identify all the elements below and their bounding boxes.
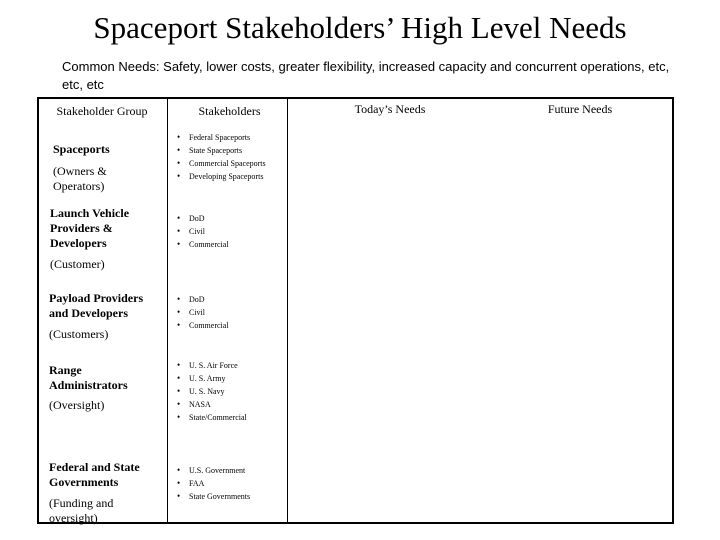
list-item: • FAA	[177, 478, 205, 488]
page-title: Spaceport Stakeholders’ High Level Needs	[93, 10, 627, 45]
list-item: • Federal Spaceports	[177, 132, 251, 142]
common-needs: Common Needs: Safety, lower costs, greater flexibility, increased capacity and concurrent operations, etc, etc, etc	[62, 59, 670, 92]
list-item: • U.S. Government	[177, 465, 246, 475]
column-divider-1	[167, 99, 168, 522]
list-item: • U. S. Navy	[177, 386, 225, 396]
list-item: • Commercial	[177, 239, 229, 249]
list-item: • Developing Spaceports	[177, 171, 264, 181]
header-todays-needs: Today’s Needs	[354, 102, 426, 116]
header-future-needs: Future Needs	[547, 102, 613, 116]
group-name: Payload Providers and Developers	[49, 291, 144, 320]
list-item: • State/Commercial	[177, 412, 247, 422]
header-stakeholder-group: Stakeholder Group	[56, 104, 148, 118]
list-item: • State Governments	[177, 491, 251, 501]
column-divider-2	[287, 99, 288, 522]
list-item: • U. S. Army	[177, 373, 226, 383]
group-role: (Customers)	[49, 327, 109, 341]
group-role: (Owners & Operators)	[53, 164, 107, 193]
stakeholder-list	[175, 293, 229, 332]
group-role: (Funding and oversight)	[49, 496, 114, 525]
group-name: Launch Vehicle Providers & Developers	[50, 206, 130, 250]
group-name: Spaceports	[53, 142, 110, 156]
list-item: • Commercial Spaceports	[177, 158, 266, 168]
group-name: Range Administrators	[49, 363, 128, 392]
header-stakeholders: Stakeholders	[198, 104, 261, 118]
stakeholder-table	[37, 97, 674, 524]
group-role: (Customer)	[50, 257, 105, 271]
list-item: • Civil	[177, 226, 206, 236]
stakeholder-list	[175, 212, 229, 251]
list-item: • DoD	[177, 294, 205, 304]
list-item: • NASA	[177, 399, 211, 409]
stakeholder-list	[175, 359, 247, 424]
stakeholder-list	[175, 464, 250, 503]
group-name: Federal and State Governments	[49, 460, 140, 489]
list-item: • U. S. Air Force	[177, 360, 238, 370]
list-item: • DoD	[177, 213, 205, 223]
list-item: • Commercial	[177, 320, 229, 330]
group-role: (Oversight)	[49, 398, 105, 412]
list-item: • Civil	[177, 307, 206, 317]
stakeholder-list	[175, 131, 266, 183]
list-item: • State Spaceports	[177, 145, 243, 155]
